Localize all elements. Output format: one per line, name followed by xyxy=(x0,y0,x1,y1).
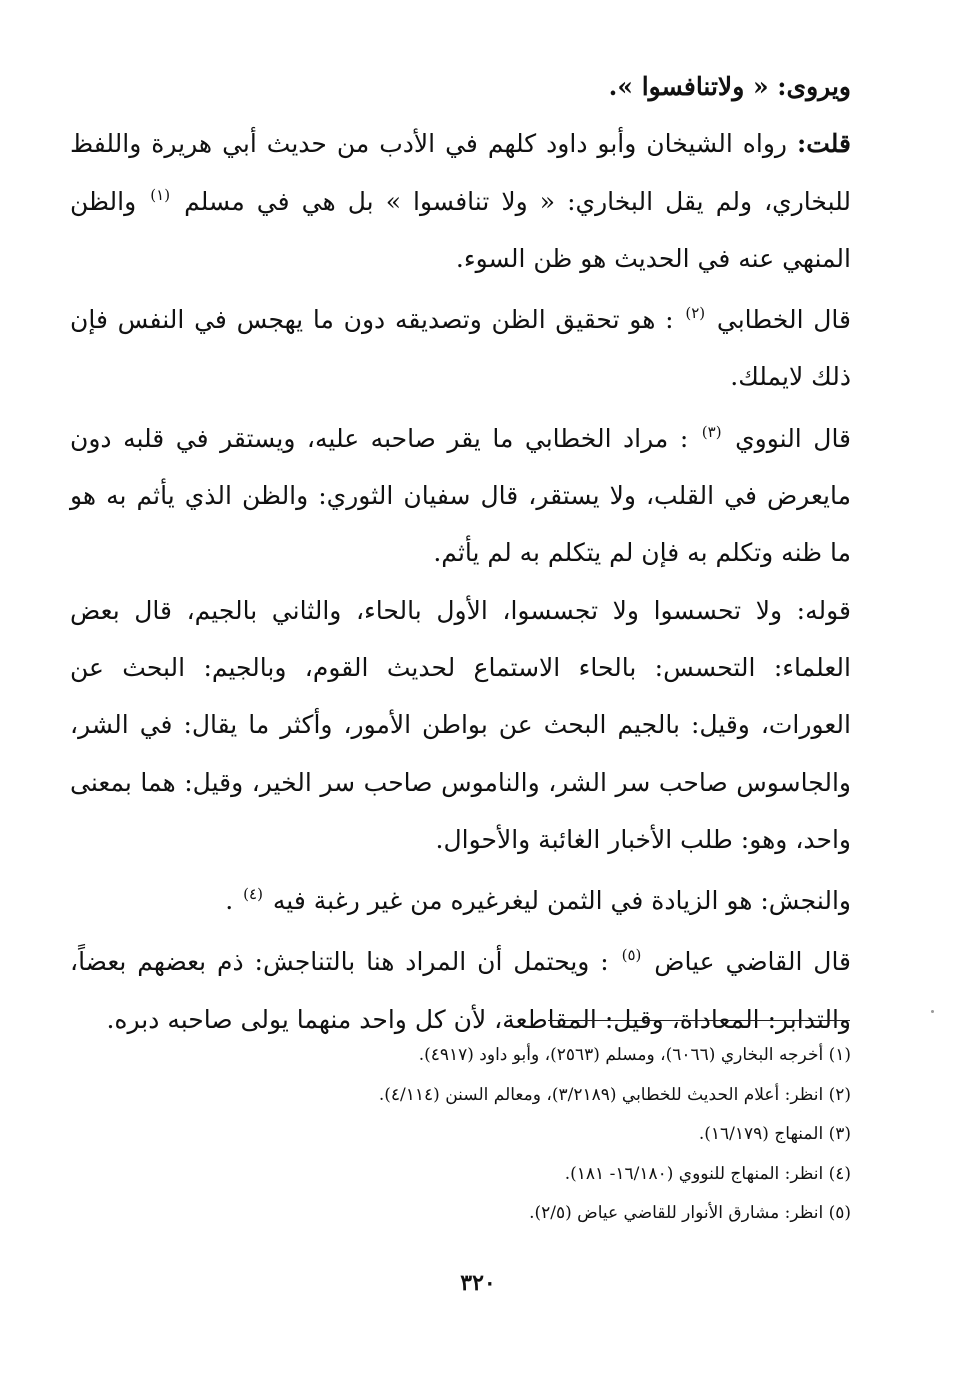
footnote-4: (٤) انظر: المنهاج للنووي (١٦/١٨٠- ١٨١). xyxy=(564,1163,851,1184)
paragraph-qultu xyxy=(70,115,851,287)
footnote-ref-1: (١) xyxy=(150,185,171,204)
footnote-2: (٢) انظر: أعلام الحديث للخطابي (٣/٢١٨٩)، ومعالم السنن (٤/١١٤). xyxy=(378,1084,851,1105)
khattabi-text-b: : هو تحقيق الظن وتصديقه دون ما يهجس في النفس فإن ذلك لايملك. xyxy=(70,305,851,392)
najsh-text-b: . xyxy=(225,886,234,916)
footnote-ref-4: (٤) xyxy=(243,885,263,904)
narration-text: ويروى: « ولاتنافسوا ». xyxy=(608,72,851,101)
nawawi-text-b: : مراد الخطابي ما يقر صاحبه عليه، ويستقر في قلبه دون مايعرض في القلب، ولا يستقر، قال سفيان الثوري: والظن الذي يأثم به هو ما ظنه وتكلم به فإن لم يتكلم به لم يأثم. xyxy=(70,423,851,568)
qadi-iyad-text-a: قال القاضي عياض xyxy=(654,947,852,977)
footnote-ref-5: (٥) xyxy=(621,946,642,965)
scan-speck xyxy=(931,1010,934,1013)
qultu-label: قلت: xyxy=(796,129,851,159)
qultu-text-b: والظن المنهي عنه في الحديث هو ظن السوء. xyxy=(70,186,851,273)
paragraph-narration xyxy=(70,58,851,115)
paragraph-qadi-iyad xyxy=(70,933,851,1048)
paragraph-khattabi xyxy=(70,291,851,406)
qadi-iyad-text-b: : ويحتمل أن المراد هنا بالتناجش: ذم بعضهم بعضاً، والتدابر: المعاداة، وقيل: المقاطعة، لأن كل واحد منهما يولى صاحبه دبره. xyxy=(70,947,851,1034)
khattabi-text-a: قال الخطابي xyxy=(716,305,851,335)
tahassus-text: قوله: ولا تحسسوا ولا تجسسوا، الأول بالحاء، والثاني بالجيم، قال بعض العلماء: التحسس: بالحاء الاستماع لحديث القوم، وبالجيم: البحث عن العورات، وقيل: بالجيم البحث عن بواطن الأمور، وأكثر ما يقال: في الشر، والجاسوس صاحب سر الشر، والناموس صاحب سر الخير، وقيل: هما بمعنى واحد، وهو: طلب الأخبار الغائبة والأحوال. xyxy=(70,595,851,854)
paragraph-tahassus xyxy=(70,582,851,868)
qultu-text-a: رواه الشيخان وأبو داود كلهم في الأدب من حديث أبي هريرة واللفظ للبخاري، ولم يقل البخاري: « ولا تنافسوا » بل هي في مسلم xyxy=(70,129,852,216)
nawawi-text-a: قال النووي xyxy=(735,423,852,453)
paragraph-najsh xyxy=(70,872,851,929)
footnote-separator xyxy=(548,1020,850,1021)
main-text xyxy=(70,58,851,1048)
footnotes xyxy=(70,1036,851,1234)
footnote-1: (١) أخرجه البخاري (٦٠٦٦)، ومسلم (٢٥٦٣)، وأبو داود (٤٩١٧). xyxy=(418,1045,851,1065)
paragraph-nawawi xyxy=(70,410,851,582)
footnote-ref-3: (٣) xyxy=(701,422,722,441)
footnote-3: (٣) المنهاج (١٦/١٧٩). xyxy=(698,1124,851,1144)
footnote-ref-2: (٢) xyxy=(685,304,706,323)
footnote-5: (٥) انظر: مشارق الأنوار للقاضي عياض (٢/٥). xyxy=(529,1203,851,1223)
najsh-text-a: والنجش: هو الزيادة في الثمن ليغرغيره من غير رغبة فيه xyxy=(272,886,851,916)
page-number: ٣٢٠ xyxy=(460,1270,496,1296)
